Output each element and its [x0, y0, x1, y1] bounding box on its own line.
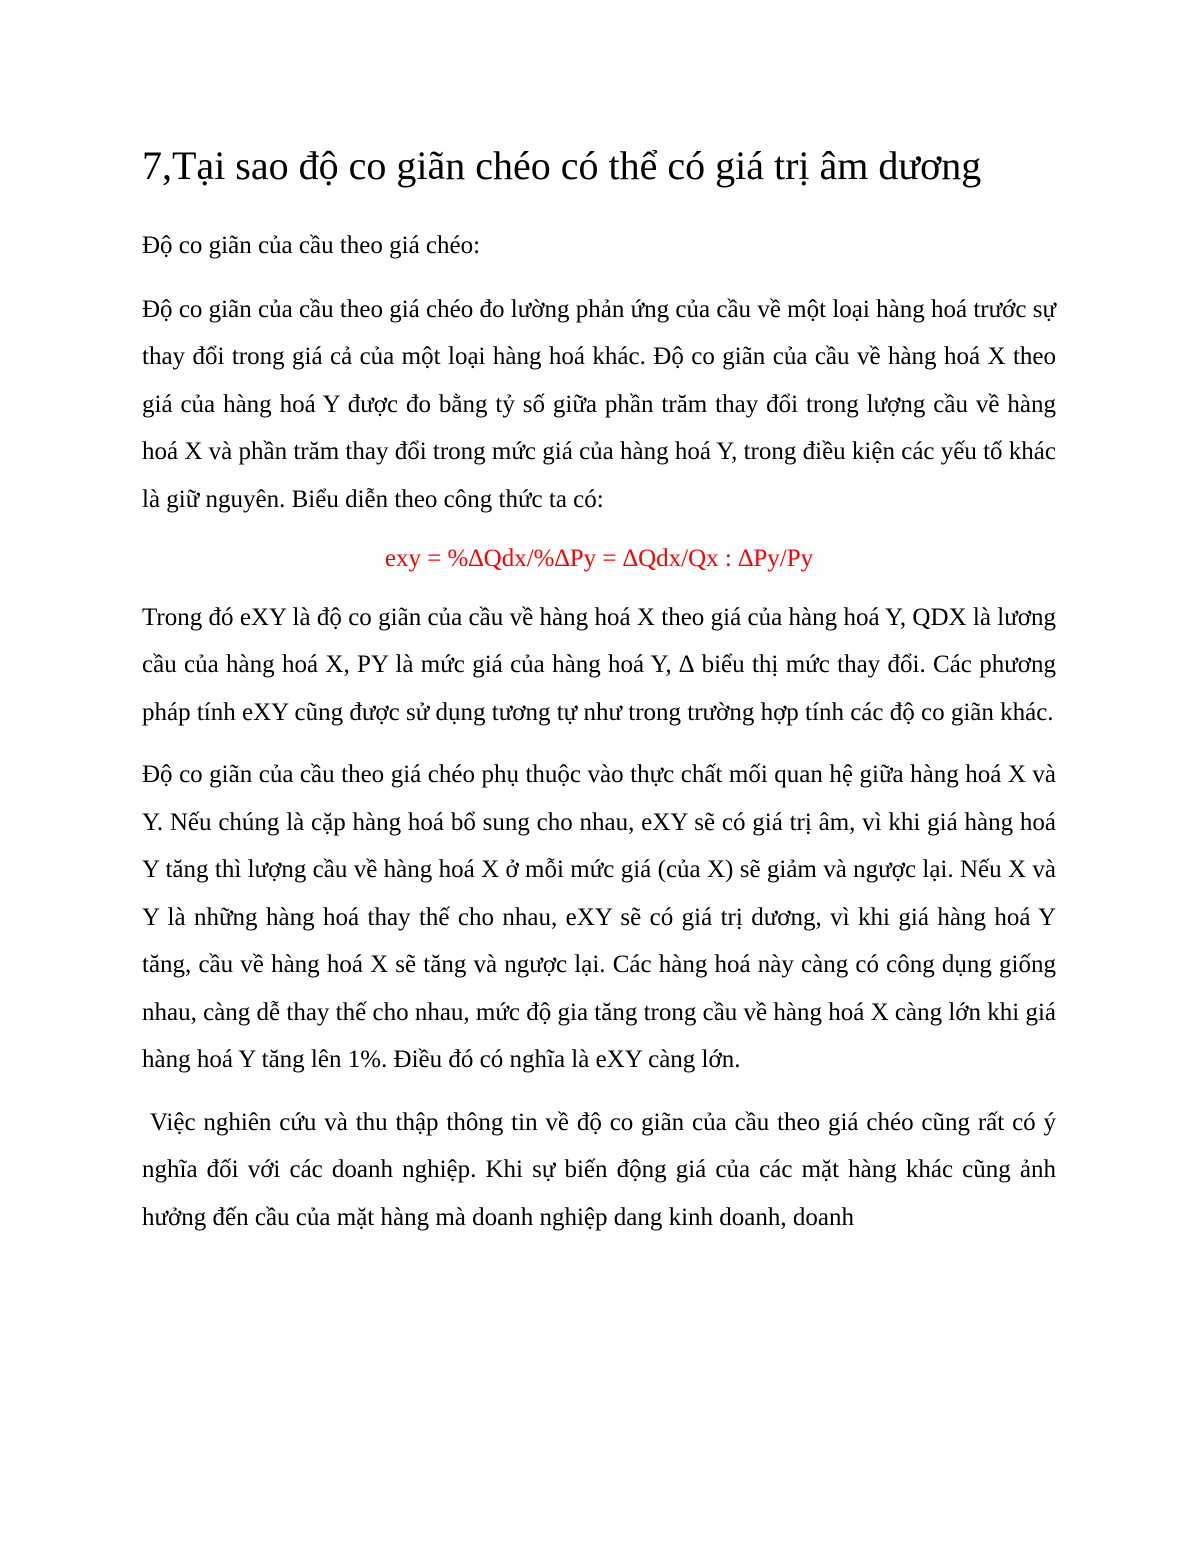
- document-body: [142, 222, 1063, 1241]
- section-subheading: Độ co giãn của cầu theo giá chéo:: [142, 232, 481, 259]
- formula-cross-elasticity: exy = %∆Qdx/%∆Py = ∆Qdx/Qx : ∆Py/Py: [384, 545, 814, 572]
- paragraph-business-significance: Việc nghiên cứu và thu thập thông tin về độ co giãn của cầu theo giá chéo cũng rất có ý nghĩa đối với các doanh nghiệp. Khi sự biến động giá của các mặt hàng khác cũng ảnh hưởng đến cầu của mặt hàng mà doanh nghiệp dang kinh doanh, doanh: [142, 1108, 1063, 1231]
- paragraph-definition: Độ co giãn của cầu theo giá chéo đo lường phản ứng của cầu về một loại hàng hoá trước sự thay đổi trong giá cả của một loại hàng hoá khác. Độ co giãn của cầu về hàng hoá X theo giá của hàng hoá Y được đo bằng tỷ số giữa phần trăm thay đổi trong lượng cầu về hàng hoá X và phần trăm thay đổi trong mức giá của hàng hoá Y, trong điều kiện các yếu tố khác là giữ nguyên. Biểu diễn theo công thức ta có:: [142, 295, 1056, 513]
- paragraph-notation: Trong đó eXY là độ co giãn của cầu về hàng hoá X theo giá của hàng hoá Y, QDX là lương cầu của hàng hoá X, PY là mức giá của hàng hoá Y, ∆ biểu thị mức thay đổi. Các phương pháp tính eXY cũng được sử dụng tương tự như trong trường hợp tính các độ co giãn khác.: [142, 603, 1056, 726]
- paragraph-sign-explanation: Độ co giãn của cầu theo giá chéo phụ thuộc vào thực chất mối quan hệ giữa hàng hoá X và Y. Nếu chúng là cặp hàng hoá bổ sung cho nhau, eXY sẽ có giá trị âm, vì khi giá hàng hoá Y tăng thì lượng cầu về hàng hoá X ở mỗi mức giá (của X) sẽ giảm và ngược lại. Nếu X và Y là những hàng hoá thay thế cho nhau, eXY sẽ có giá trị dương, vì khi giá hàng hoá Y tăng, cầu về hàng hoá X sẽ tăng và ngược lại. Các hàng hoá này càng có công dụng giống nhau, càng dễ thay thế cho nhau, mức độ gia tăng trong cầu về hàng hoá X càng lớn khi giá hàng hoá Y tăng lên 1%. Điều đó có nghĩa là eXY càng lớn.: [142, 761, 1056, 1073]
- page-title: 7,Tại sao độ co giãn chéo có thể có giá trị âm dương: [142, 143, 982, 188]
